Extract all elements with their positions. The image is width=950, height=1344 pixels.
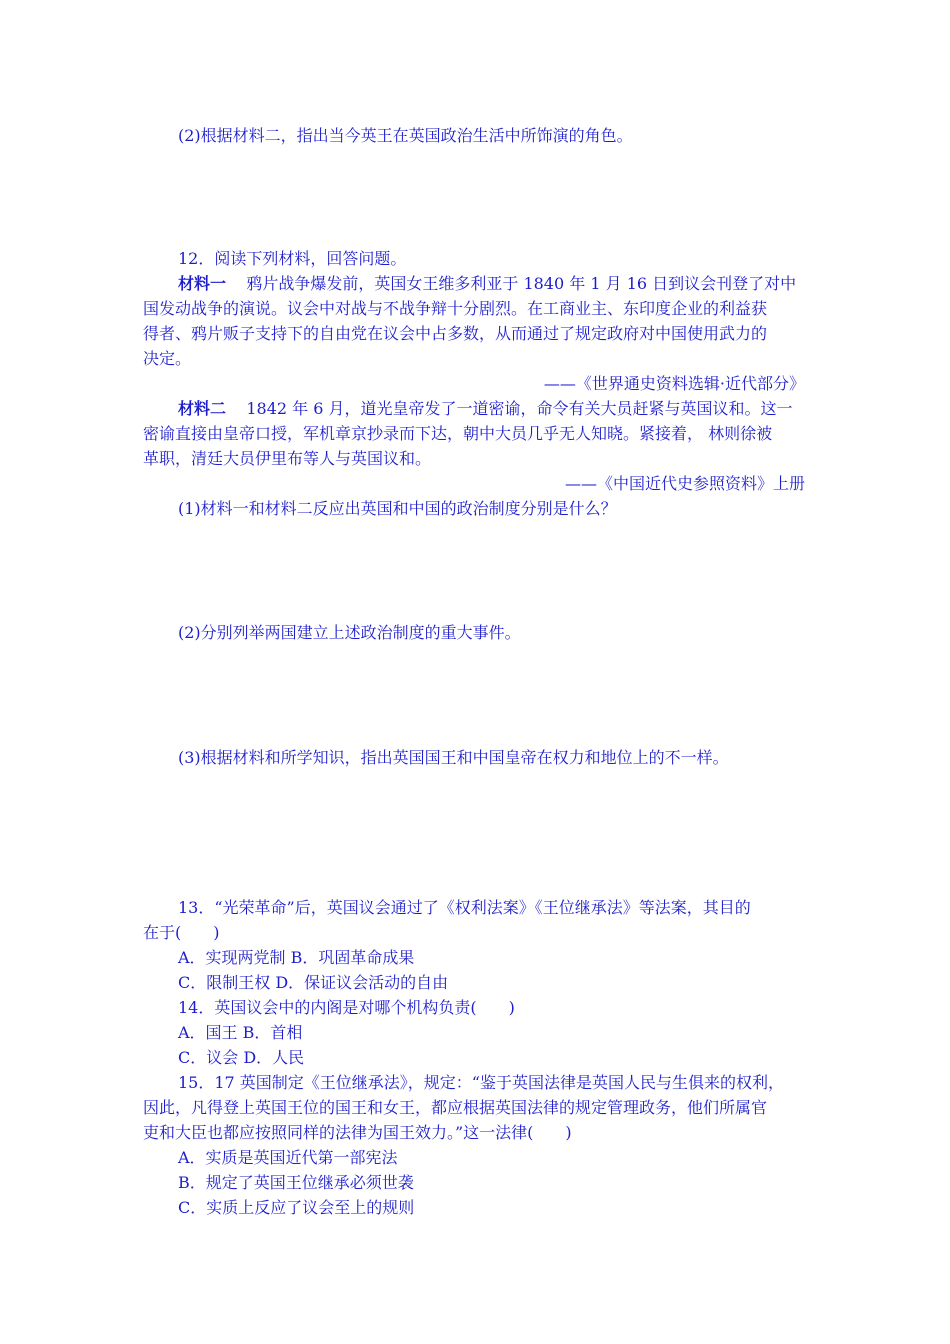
q12-material2-line2: 密谕直接由皇帝口授，军机章京抄录而下达，朝中大员几乎无人知晓。紧接着， 林则徐被 bbox=[143, 424, 773, 443]
q13-stem-line1: 13．“光荣革命”后，英国议会通过了《权利法案》《王位继承法》等法案，其目的 bbox=[178, 898, 751, 917]
q13-stem-line2: 在于( ) bbox=[143, 923, 220, 942]
q12-material2-line1 bbox=[178, 398, 793, 420]
q12-material1-line4: 决定。 bbox=[143, 349, 192, 368]
q14-stem: 14．英国议会中的内阁是对哪个机构负责( ) bbox=[178, 998, 515, 1017]
q12-material2-label: 材料二 bbox=[178, 399, 227, 418]
q15-stem-line1: 15．17 英国制定《王位继承法》，规定：“鉴于英国法律是英国人民与生俱来的权利， bbox=[178, 1073, 784, 1092]
q15-option-a: A．实质是英国近代第一部宪法 bbox=[178, 1148, 398, 1167]
q15-option-b: B．规定了英国王位继承必须世袭 bbox=[178, 1173, 414, 1192]
q12-stem: 12．阅读下列材料，回答问题。 bbox=[178, 249, 407, 268]
q13-options-ab: A．实现两党制 B．巩固革命成果 bbox=[178, 948, 415, 967]
q12-material1-source: ——《世界通史资料选辑·近代部分》 bbox=[543, 374, 805, 393]
q12-material1-line3: 得者、鸦片贩子支持下的自由党在议会中占多数，从而通过了规定政府对中国使用武力的 bbox=[143, 324, 768, 343]
q12-material1-line2: 国发动战争的演说。议会中对战与不战争辩十分剧烈。在工商业主、东印度企业的利益获 bbox=[143, 299, 768, 318]
q15-stem-line2: 因此，凡得登上英国王位的国王和女王，都应根据英国法律的规定管理政务，他们所属官 bbox=[143, 1098, 768, 1117]
q11-sub2: (2)根据材料二，指出当今英王在英国政治生活中所饰演的角色。 bbox=[178, 126, 633, 145]
q15-option-c: C．实质上反应了议会至上的规则 bbox=[178, 1198, 415, 1217]
q12-material1-line1 bbox=[178, 273, 796, 295]
q12-sub2: (2)分别列举两国建立上述政治制度的重大事件。 bbox=[178, 623, 521, 642]
q12-material2-line3: 革职，清廷大员伊里布等人与英国议和。 bbox=[143, 449, 432, 468]
q12-material1-text1: 鸦片战争爆发前，英国女王维多利亚于 1840 年 1 月 16 日到议会刊登了对中 bbox=[246, 274, 797, 293]
q12-material2-source: ——《中国近代史参照资料》上册 bbox=[564, 474, 805, 493]
q14-options-ab: A．国王 B．首相 bbox=[178, 1023, 303, 1042]
q12-sub3: (3)根据材料和所学知识，指出英国国王和中国皇帝在权力和地位上的不一样。 bbox=[178, 748, 729, 767]
q12-sub1: (1)材料一和材料二反应出英国和中国的政治制度分别是什么？ bbox=[178, 499, 617, 518]
q12-material2-text1: 1842 年 6 月，道光皇帝发了一道密谕，命令有关大员赶紧与英国议和。这一 bbox=[246, 399, 793, 418]
q13-options-cd: C．限制王权 D．保证议会活动的自由 bbox=[178, 973, 449, 992]
q14-options-cd: C．议会 D．人民 bbox=[178, 1048, 305, 1067]
q15-stem-line3: 吏和大臣也都应按照同样的法律为国王效力。”这一法律( ) bbox=[143, 1123, 572, 1142]
q12-material1-label: 材料一 bbox=[178, 274, 227, 293]
